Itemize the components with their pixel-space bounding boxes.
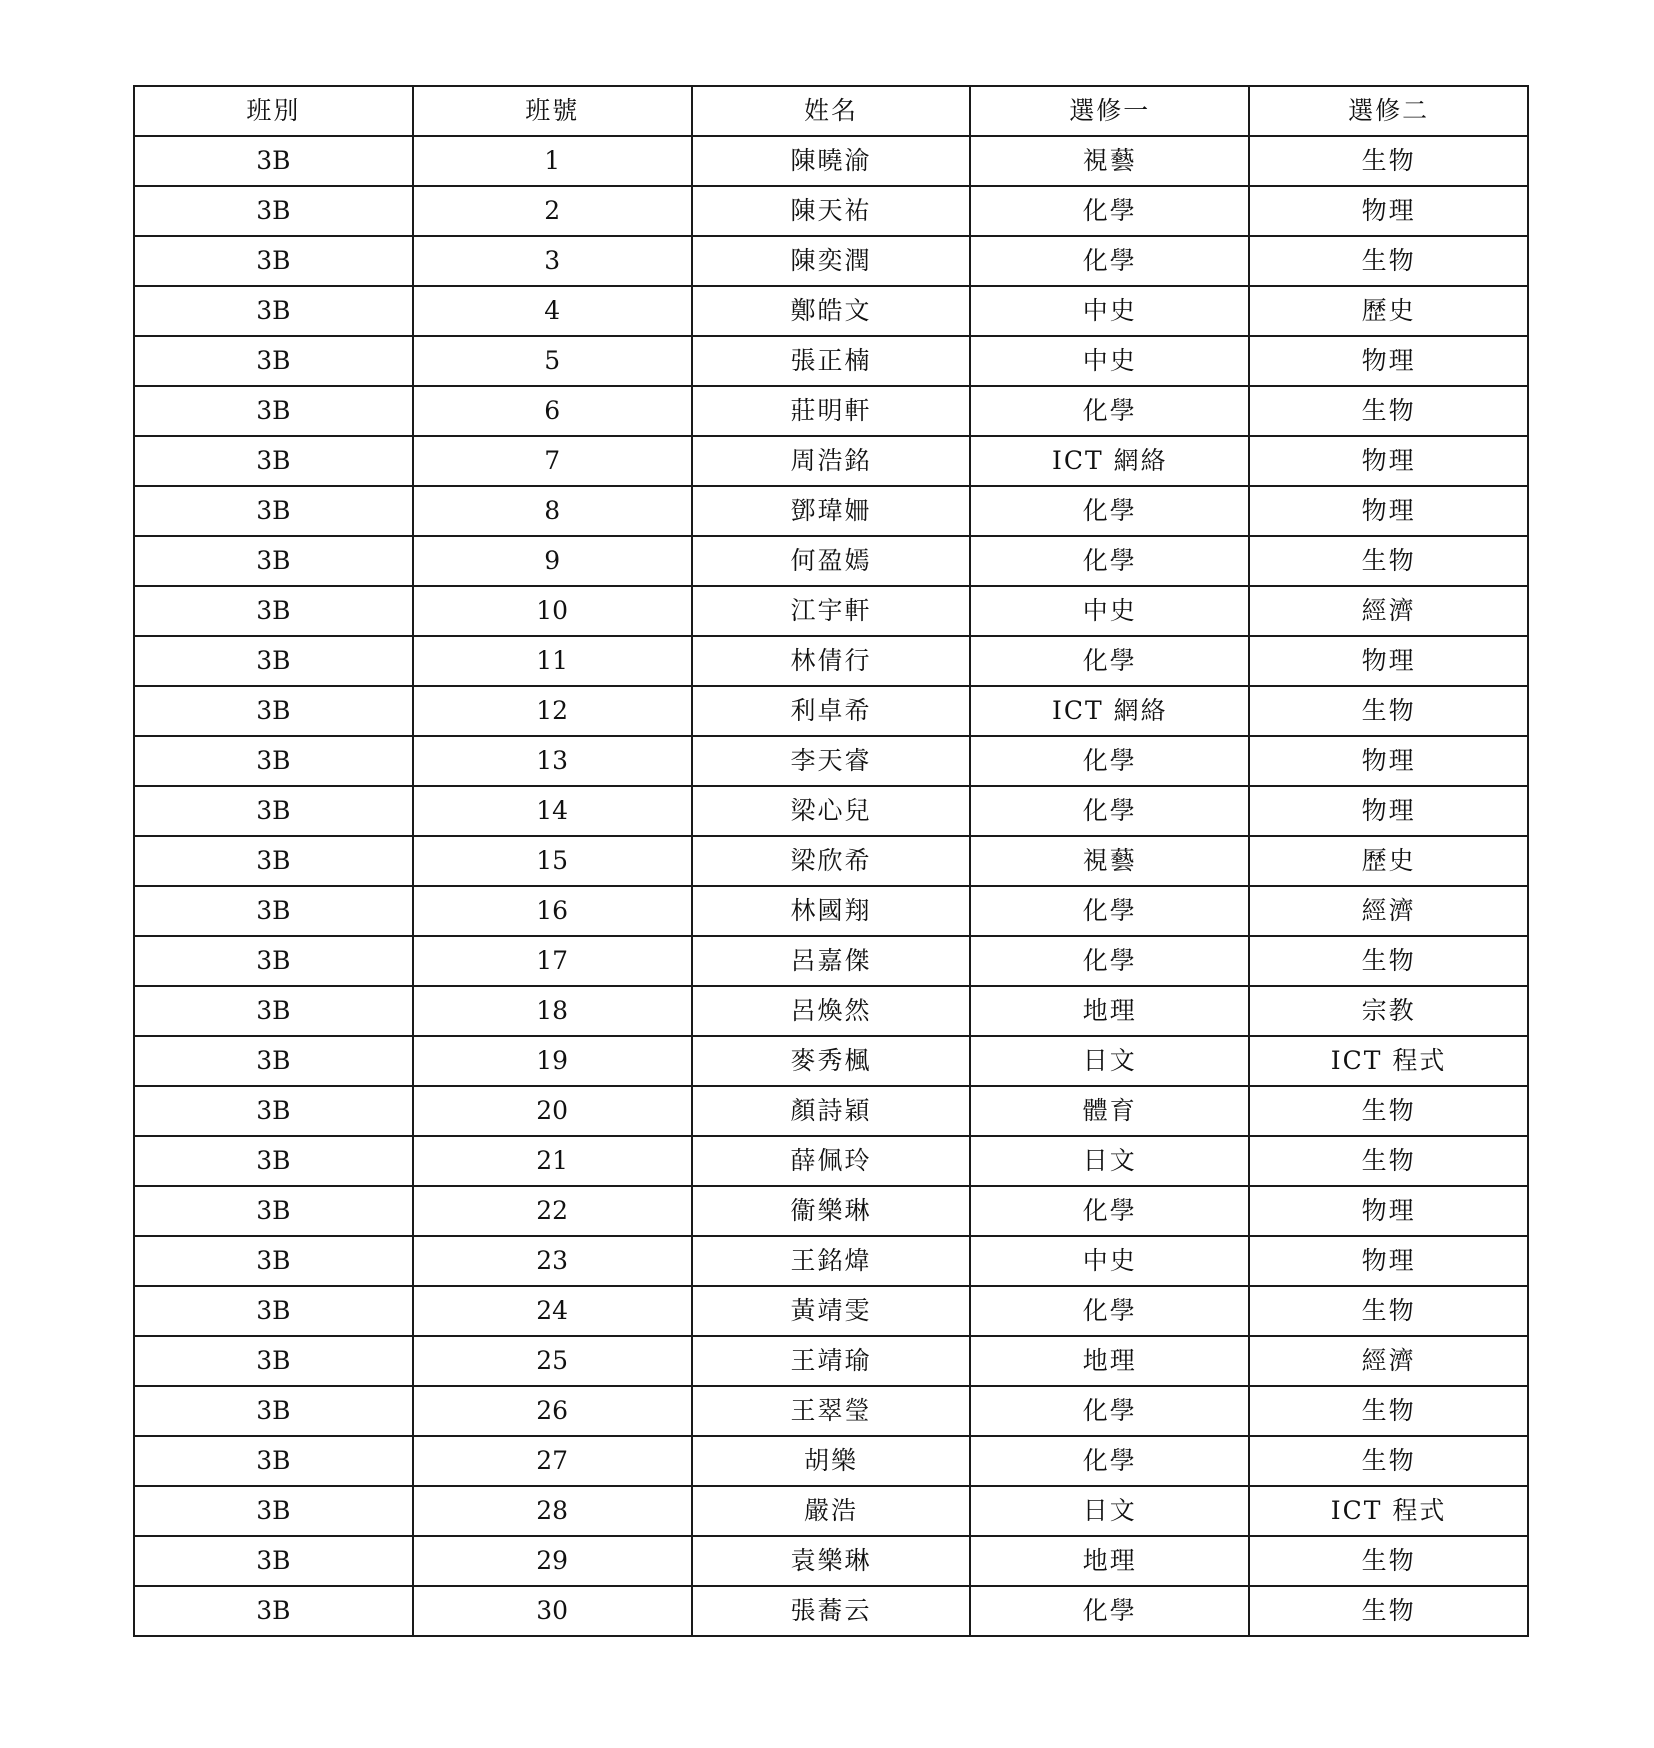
cell-elective-2: 物理 [1249, 436, 1528, 486]
cell-class-number: 15 [413, 836, 692, 886]
cell-class: 3B [134, 786, 413, 836]
cell-class: 3B [134, 686, 413, 736]
cell-elective-1: 中史 [970, 336, 1249, 386]
cell-name: 王銘煒 [692, 1236, 971, 1286]
cell-elective-1: 化學 [970, 536, 1249, 586]
table-row [134, 1036, 1528, 1086]
header-class: 班別 [134, 86, 413, 136]
cell-elective-1: ICT 網絡 [970, 686, 1249, 736]
cell-class-number: 28 [413, 1486, 692, 1536]
cell-name: 鄧瑋姍 [692, 486, 971, 536]
cell-class-number: 1 [413, 136, 692, 186]
cell-elective-1: 化學 [970, 936, 1249, 986]
cell-elective-1: 化學 [970, 736, 1249, 786]
cell-elective-1: 化學 [970, 1586, 1249, 1636]
cell-class-number: 2 [413, 186, 692, 236]
cell-elective-2: 生物 [1249, 536, 1528, 586]
table-body [134, 136, 1528, 1636]
cell-elective-1: 中史 [970, 586, 1249, 636]
cell-name: 薛佩玲 [692, 1136, 971, 1186]
cell-elective-2: 物理 [1249, 786, 1528, 836]
cell-elective-2: 歷史 [1249, 836, 1528, 886]
cell-class-number: 16 [413, 886, 692, 936]
cell-elective-1: 地理 [970, 1336, 1249, 1386]
cell-elective-2: 生物 [1249, 1586, 1528, 1636]
cell-class-number: 10 [413, 586, 692, 636]
cell-elective-2: 經濟 [1249, 886, 1528, 936]
cell-elective-2: 經濟 [1249, 586, 1528, 636]
cell-class: 3B [134, 1086, 413, 1136]
cell-class-number: 20 [413, 1086, 692, 1136]
cell-name: 鄭皓文 [692, 286, 971, 336]
table-row [134, 436, 1528, 486]
cell-elective-2: ICT 程式 [1249, 1486, 1528, 1536]
document-page [133, 85, 1529, 1637]
table-row [134, 1086, 1528, 1136]
header-name: 姓名 [692, 86, 971, 136]
cell-class-number: 21 [413, 1136, 692, 1186]
cell-class-number: 13 [413, 736, 692, 786]
cell-name: 江宇軒 [692, 586, 971, 636]
header-class-number: 班號 [413, 86, 692, 136]
cell-elective-2: 生物 [1249, 1386, 1528, 1436]
cell-name: 林倩行 [692, 636, 971, 686]
cell-elective-2: 生物 [1249, 136, 1528, 186]
cell-class: 3B [134, 636, 413, 686]
cell-class-number: 22 [413, 1186, 692, 1236]
cell-class-number: 17 [413, 936, 692, 986]
cell-class-number: 14 [413, 786, 692, 836]
cell-elective-2: 生物 [1249, 1436, 1528, 1486]
cell-name: 利卓希 [692, 686, 971, 736]
cell-class: 3B [134, 1186, 413, 1236]
cell-class-number: 9 [413, 536, 692, 586]
cell-elective-1: 視藝 [970, 836, 1249, 886]
cell-elective-2: 物理 [1249, 186, 1528, 236]
cell-elective-1: 化學 [970, 386, 1249, 436]
cell-class-number: 3 [413, 236, 692, 286]
cell-class: 3B [134, 1236, 413, 1286]
cell-class: 3B [134, 986, 413, 1036]
cell-name: 顏詩穎 [692, 1086, 971, 1136]
table-row [134, 136, 1528, 186]
cell-name: 黃靖雯 [692, 1286, 971, 1336]
cell-elective-2: 物理 [1249, 336, 1528, 386]
table-row [134, 1336, 1528, 1386]
table-row [134, 1586, 1528, 1636]
table-row [134, 836, 1528, 886]
cell-elective-1: 化學 [970, 486, 1249, 536]
cell-class: 3B [134, 1486, 413, 1536]
cell-elective-1: 化學 [970, 1286, 1249, 1336]
cell-class-number: 12 [413, 686, 692, 736]
cell-class: 3B [134, 536, 413, 586]
cell-elective-1: 中史 [970, 1236, 1249, 1286]
student-elective-table [133, 85, 1529, 1637]
table-row [134, 686, 1528, 736]
table-row [134, 936, 1528, 986]
table-row [134, 636, 1528, 686]
cell-name: 周浩銘 [692, 436, 971, 486]
cell-name: 梁心兒 [692, 786, 971, 836]
cell-class-number: 23 [413, 1236, 692, 1286]
cell-elective-1: 中史 [970, 286, 1249, 336]
cell-elective-2: ICT 程式 [1249, 1036, 1528, 1086]
cell-class-number: 4 [413, 286, 692, 336]
cell-class: 3B [134, 586, 413, 636]
cell-elective-2: 生物 [1249, 936, 1528, 986]
cell-elective-1: 化學 [970, 1386, 1249, 1436]
cell-elective-2: 宗教 [1249, 986, 1528, 1036]
cell-name: 衞樂琳 [692, 1186, 971, 1236]
cell-elective-2: 物理 [1249, 636, 1528, 686]
cell-elective-1: ICT 網絡 [970, 436, 1249, 486]
cell-class-number: 18 [413, 986, 692, 1036]
cell-elective-2: 生物 [1249, 686, 1528, 736]
table-row [134, 786, 1528, 836]
header-elective-1: 選修一 [970, 86, 1249, 136]
cell-class: 3B [134, 1586, 413, 1636]
table-row [134, 586, 1528, 636]
cell-elective-2: 物理 [1249, 486, 1528, 536]
cell-class: 3B [134, 936, 413, 986]
cell-elective-1: 化學 [970, 1186, 1249, 1236]
cell-class: 3B [134, 1536, 413, 1586]
cell-elective-1: 化學 [970, 236, 1249, 286]
cell-elective-2: 生物 [1249, 1086, 1528, 1136]
cell-class-number: 6 [413, 386, 692, 436]
cell-name: 梁欣希 [692, 836, 971, 886]
cell-class: 3B [134, 1036, 413, 1086]
cell-class: 3B [134, 136, 413, 186]
cell-name: 呂煥然 [692, 986, 971, 1036]
cell-class-number: 25 [413, 1336, 692, 1386]
cell-class: 3B [134, 886, 413, 936]
cell-name: 張正楠 [692, 336, 971, 386]
cell-class: 3B [134, 236, 413, 286]
cell-elective-1: 體育 [970, 1086, 1249, 1136]
cell-elective-1: 化學 [970, 1436, 1249, 1486]
cell-class-number: 24 [413, 1286, 692, 1336]
table-row [134, 1236, 1528, 1286]
cell-name: 陳天祐 [692, 186, 971, 236]
cell-class-number: 30 [413, 1586, 692, 1636]
cell-class: 3B [134, 1436, 413, 1486]
cell-class-number: 11 [413, 636, 692, 686]
cell-class: 3B [134, 336, 413, 386]
cell-class: 3B [134, 186, 413, 236]
table-row [134, 1386, 1528, 1436]
cell-name: 莊明軒 [692, 386, 971, 436]
cell-elective-1: 日文 [970, 1036, 1249, 1086]
cell-name: 嚴浩 [692, 1486, 971, 1536]
cell-name: 王靖瑜 [692, 1336, 971, 1386]
table-row [134, 236, 1528, 286]
table-row [134, 986, 1528, 1036]
cell-elective-1: 地理 [970, 1536, 1249, 1586]
cell-elective-1: 化學 [970, 786, 1249, 836]
cell-elective-1: 日文 [970, 1136, 1249, 1186]
cell-class-number: 5 [413, 336, 692, 386]
cell-class: 3B [134, 736, 413, 786]
cell-elective-2: 物理 [1249, 1236, 1528, 1286]
cell-class: 3B [134, 1386, 413, 1436]
table-row [134, 886, 1528, 936]
cell-name: 陳奕潤 [692, 236, 971, 286]
cell-name: 王翠瑩 [692, 1386, 971, 1436]
table-header [134, 86, 1528, 136]
table-row [134, 1286, 1528, 1336]
cell-class: 3B [134, 1136, 413, 1186]
cell-elective-2: 生物 [1249, 1286, 1528, 1336]
cell-class-number: 7 [413, 436, 692, 486]
cell-name: 陳曉渝 [692, 136, 971, 186]
table-row [134, 1186, 1528, 1236]
cell-class-number: 19 [413, 1036, 692, 1086]
table-row [134, 286, 1528, 336]
table-row [134, 1536, 1528, 1586]
cell-elective-2: 經濟 [1249, 1336, 1528, 1386]
table-row [134, 736, 1528, 786]
cell-class-number: 26 [413, 1386, 692, 1436]
header-row [134, 86, 1528, 136]
cell-name: 張蕎云 [692, 1586, 971, 1636]
cell-elective-1: 視藝 [970, 136, 1249, 186]
cell-elective-1: 日文 [970, 1486, 1249, 1536]
table-row [134, 1486, 1528, 1536]
cell-class: 3B [134, 286, 413, 336]
table-row [134, 186, 1528, 236]
cell-class-number: 27 [413, 1436, 692, 1486]
cell-class: 3B [134, 436, 413, 486]
table-row [134, 536, 1528, 586]
table-row [134, 486, 1528, 536]
cell-class: 3B [134, 1286, 413, 1336]
cell-elective-1: 地理 [970, 986, 1249, 1036]
cell-class: 3B [134, 386, 413, 436]
cell-class-number: 8 [413, 486, 692, 536]
cell-class-number: 29 [413, 1536, 692, 1586]
cell-name: 林國翔 [692, 886, 971, 936]
cell-elective-1: 化學 [970, 636, 1249, 686]
table-row [134, 1136, 1528, 1186]
cell-elective-2: 歷史 [1249, 286, 1528, 336]
cell-elective-2: 生物 [1249, 236, 1528, 286]
cell-elective-2: 生物 [1249, 386, 1528, 436]
cell-elective-1: 化學 [970, 186, 1249, 236]
cell-elective-2: 生物 [1249, 1536, 1528, 1586]
table-row [134, 386, 1528, 436]
cell-name: 何盈嫣 [692, 536, 971, 586]
cell-class: 3B [134, 1336, 413, 1386]
table-row [134, 336, 1528, 386]
cell-name: 麥秀楓 [692, 1036, 971, 1086]
cell-name: 呂嘉傑 [692, 936, 971, 986]
cell-name: 袁樂琳 [692, 1536, 971, 1586]
table-row [134, 1436, 1528, 1486]
header-elective-2: 選修二 [1249, 86, 1528, 136]
cell-class: 3B [134, 486, 413, 536]
cell-elective-2: 生物 [1249, 1136, 1528, 1186]
cell-name: 胡樂 [692, 1436, 971, 1486]
cell-class: 3B [134, 836, 413, 886]
cell-name: 李天睿 [692, 736, 971, 786]
cell-elective-2: 物理 [1249, 736, 1528, 786]
cell-elective-1: 化學 [970, 886, 1249, 936]
cell-elective-2: 物理 [1249, 1186, 1528, 1236]
